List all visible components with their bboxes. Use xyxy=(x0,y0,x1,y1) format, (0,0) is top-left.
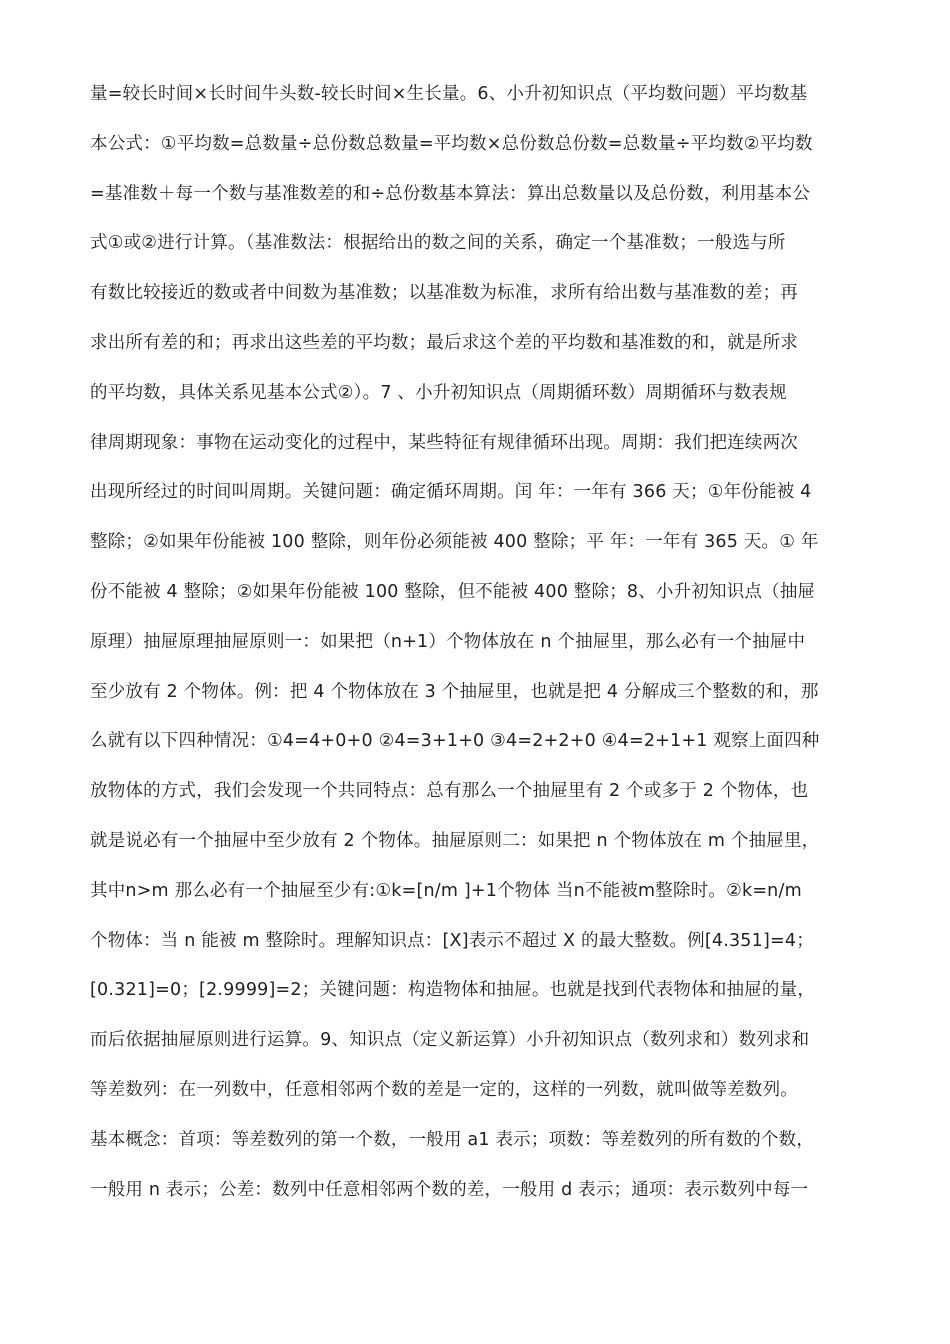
body-text xyxy=(90,74,870,1219)
text-line: 整除；②如果年份能被 100 整除，则年份必须能被 400 整除；平 年：一年有 365 天。① 年 xyxy=(90,532,819,553)
text-line: 就是说必有一个抽屉中至少放有 2 个物体。抽屉原则二：如果把 n 个物体放在 m 个抽屉里， xyxy=(90,830,820,851)
text-line: 量=较长时间×长时间牛头数-较长时间×生长量。6、小升初知识点（平均数问题）平均数基 xyxy=(90,84,808,104)
text-line: 份不能被 4 整除；②如果年份能被 100 整除，但不能被 400 整除；8、小升初知识点（抽屉 xyxy=(90,581,816,602)
text-line: 基本概念：首项：等差数列的第一个数，一般用 a1 表示；项数：等差数列的所有数的个数， xyxy=(90,1129,815,1150)
text-line: 出现所经过的时间叫周期。关键问题：确定循环周期。闰 年：一年有 366 天；①年份能被 4 xyxy=(90,482,812,503)
text-line: 个物体：当 n 能被 m 整除时。理解知识点：[X]表示不超过 X 的最大整数。例[4.351]=4； xyxy=(90,930,814,951)
text-line: 有数比较接近的数或者中间数为基准数；以基准数为标准，求所有给出数与基准数的差；再 xyxy=(90,283,798,304)
text-line: 一般用 n 表示；公差：数列中任意相邻两个数的差，一般用 d 表示；通项：表示数列中每一 xyxy=(90,1179,809,1200)
text-line: 原理）抽屉原理抽屉原则一：如果把（n+1）个物体放在 n 个抽屉里，那么必有一个抽屉中 xyxy=(90,631,806,652)
text-line: 律周期现象：事物在运动变化的过程中，某些特征有规律循环出现。周期：我们把连续两次 xyxy=(90,432,798,453)
text-line: 求出所有差的和；再求出这些差的平均数；最后求这个差的平均数和基准数的和，就是所求 xyxy=(90,332,798,353)
text-line: =基准数＋每一个数与基准数差的和÷总份数基本算法：算出总数量以及总份数，利用基本公 xyxy=(90,183,811,204)
text-line: 式①或②进行计算。（基准数法：根据给出的数之间的关系，确定一个基准数；一般选与所 xyxy=(90,233,786,254)
text-line: 本公式：①平均数=总数量÷总份数总数量=平均数×总份数总份数=总数量÷平均数②平均数 xyxy=(90,133,813,154)
text-line: 等差数列：在一列数中，任意相邻两个数的差是一定的，这样的一列数，就叫做等差数列。 xyxy=(90,1079,798,1100)
text-line: 的平均数，具体关系见基本公式②）。7 、小升初知识点（周期循环数）周期循环与数表规 xyxy=(90,382,787,403)
text-line: 么就有以下四种情况：①4=4+0+0 ②4=3+1+0 ③4=2+2+0 ④4=2+1+1 观察上面四种 xyxy=(90,731,820,752)
text-line: 至少放有 2 个物体。例：把 4 个物体放在 3 个抽屉里，也就是把 4 分解成三个整数的和，那 xyxy=(90,681,819,702)
text-line: 放物体的方式，我们会发现一个共同特点：总有那么一个抽屉里有 2 个或多于 2 个物体，也 xyxy=(90,781,809,802)
text-line: 其中n>m 那么必有一个抽屉至少有:①k=[n/m ]+1个物体 当n不能被m整除时。②k=n/m xyxy=(90,880,802,901)
text-line: [0.321]=0；[2.9999]=2；关键问题：构造物体和抽屉。也就是找到代表物体和抽屉的量， xyxy=(90,980,816,1001)
text-line: 而后依据抽屉原则进行运算。9、知识点（定义新运算）小升初知识点（数列求和）数列求和 xyxy=(90,1030,810,1051)
